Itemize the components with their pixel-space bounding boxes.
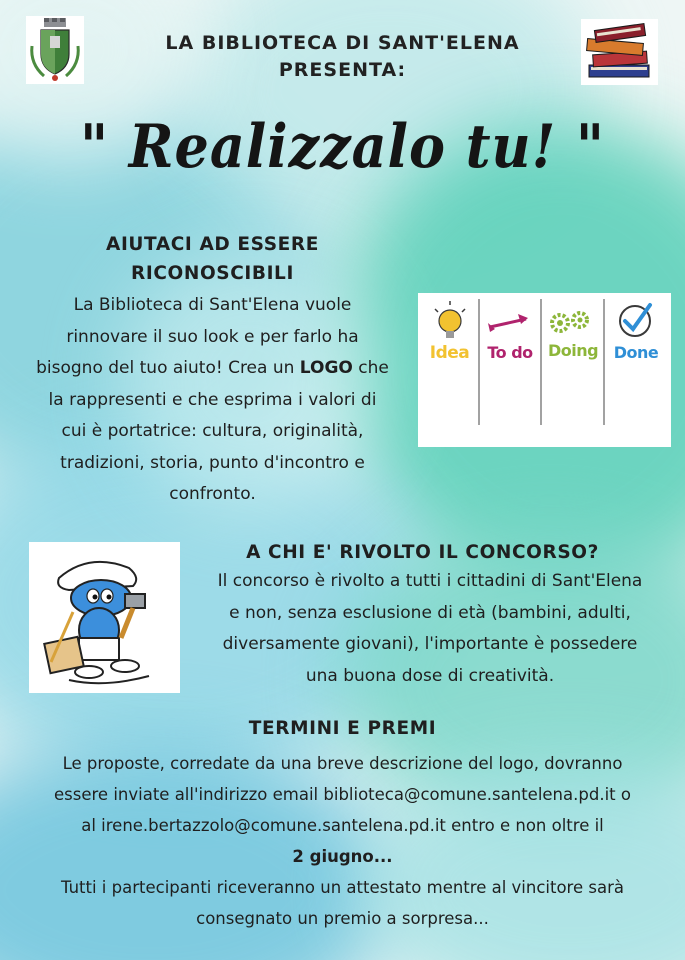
arrow-icon <box>488 314 528 332</box>
gears-icon <box>552 313 587 331</box>
section2-line3: diversamente giovani), l'importante è possedere <box>222 634 638 654</box>
section2-line4: una buona dose di creatività. <box>305 665 555 686</box>
section1-body <box>0 290 425 511</box>
books-icon <box>581 19 658 85</box>
section3-line6: consegnato un premio a sorpresa... <box>196 909 489 928</box>
main-title: " Realizzalo tu! " <box>80 112 605 182</box>
logo-word: LOGO <box>299 358 353 378</box>
board-label-done: Done <box>613 343 659 362</box>
lightbulb-icon <box>435 301 465 338</box>
section1-line2: rinnovare il suo look e per farlo ha <box>66 326 359 347</box>
coat-of-arms-logo <box>26 16 84 84</box>
section2-heading: A CHI E' RIVOLTO IL CONCORSO? <box>246 542 599 563</box>
section1-line3-after: che <box>352 358 389 378</box>
section2-body <box>180 566 680 692</box>
section1-heading-line1: AIUTACI AD ESSERE <box>106 234 319 255</box>
check-circle-icon <box>620 305 650 336</box>
books-image <box>581 19 658 85</box>
section1-heading <box>40 230 385 288</box>
section1-line3 <box>0 353 425 385</box>
kanban-board-image <box>418 293 671 447</box>
board-label-idea: Idea <box>429 343 470 363</box>
section3-line1: Le proposte, corredate da una breve descrizione del logo, dovranno <box>62 754 623 773</box>
smurf-illustration <box>29 542 180 693</box>
kanban-board-illustration <box>418 293 671 447</box>
section3-body <box>0 748 685 934</box>
section3-deadline: 2 giugno... <box>292 847 393 866</box>
section3-line2-text[interactable]: essere inviate all'indirizzo email biblioteca@comune.santelena.pd.it o <box>54 785 631 804</box>
section1-line6: tradizioni, storia, punto d'incontro e <box>60 452 365 473</box>
section3-line2 <box>0 779 685 810</box>
header-title-line2: PRESENTA: <box>278 59 407 81</box>
section1-heading-line2: RICONOSCIBILI <box>131 263 294 284</box>
section3-line3 <box>0 810 685 841</box>
section2-line1: Il concorso è rivolto a tutti i cittadini di Sant'Elena <box>217 571 643 591</box>
section3-line5: Tutti i partecipanti riceveranno un attestato mentre al vincitore sarà <box>61 878 624 897</box>
section2-line2: e non, senza esclusione di età (bambini, adulti, <box>229 602 631 623</box>
board-label-todo: To do <box>487 343 533 362</box>
section3-line3-text[interactable]: al irene.bertazzolo@comune.santelena.pd.it entro e non oltre il <box>81 816 604 835</box>
board-label-doing: Doing <box>547 341 599 360</box>
section3-heading: TERMINI E PREMI <box>248 718 437 739</box>
header-title-line1: LA BIBLIOTECA DI SANT'ELENA <box>165 32 520 54</box>
section1-line3-before: bisogno del tuo aiuto! Crea un <box>36 358 300 378</box>
section1-line7: confronto. <box>169 484 256 504</box>
section1-line1: La Biblioteca di Sant'Elena vuole <box>73 295 352 315</box>
section1-line5: cui è portatrice: cultura, originalità, <box>61 421 364 441</box>
header-title <box>120 30 565 84</box>
smurf-icon <box>29 542 180 693</box>
coat-of-arms-icon <box>26 16 84 84</box>
section1-line4: la rappresenti e che esprima i valori di <box>48 389 377 410</box>
